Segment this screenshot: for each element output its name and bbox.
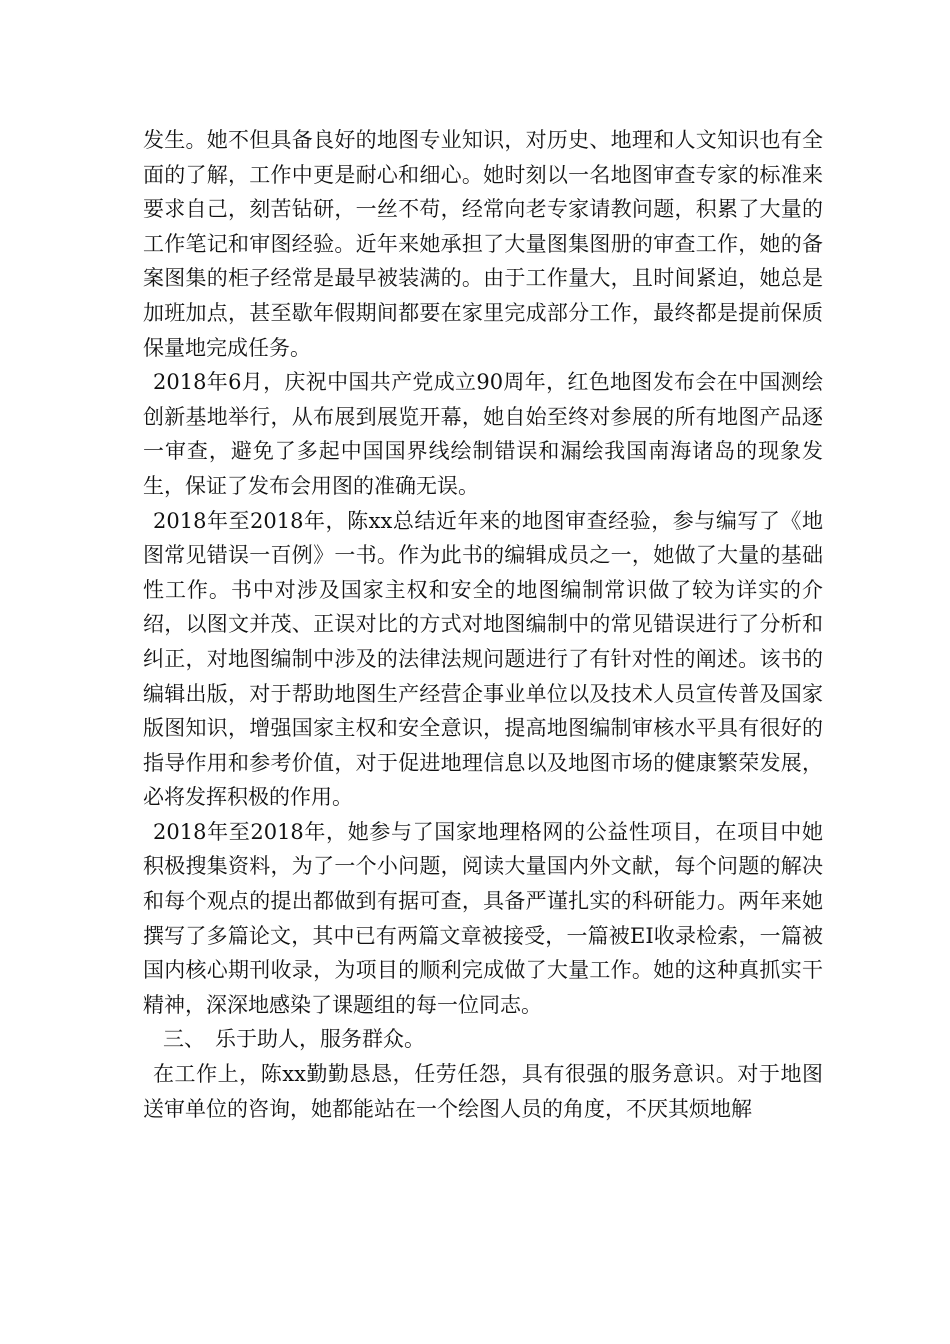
paragraph-continued: 发生。她不但具备良好的地图专业知识，对历史、地理和人文知识也有全面的了解，工作中更是耐心和细心。她时刻以一名地图审查专家的标准来要求自己，刻苦钻研，一丝不苟，经常向老专家请教问题，积累了大量的工作笔记和审图经验。近年来她承担了大量图集图册的审查工作，她的备案图集的柜子经常是最早被装满的。由于工作量大，且时间紧迫，她总是加班加点，甚至歇年假期间都要在家里完成部分工作，最终都是提前保质保量地完成任务。 xyxy=(143,128,823,360)
paragraph-service-awareness: 在工作上，陈xx勤勤恳恳，任劳任怨，具有很强的服务意识。对于地图送审单位的咨询，她都能站在一个绘图人员的角度，不厌其烦地解 xyxy=(143,1062,823,1121)
paragraph-map-errors-book: 2018年至2018年，陈xx总结近年来的地图审查经验，参与编写了《地图常见错误一百例》一书。作为此书的编辑成员之一，她做了大量的基础性工作。书中对涉及国家主权和安全的地图编制常识做了较为详实的介绍，以图文并茂、正误对比的方式对地图编制中的常见错误进行了分析和纠正，对地图编制中涉及的法律法规问题进行了有针对性的阐述。该书的编辑出版，对于帮助地图生产经营企事业单位以及技术人员宣传普及国家版图知识，增强国家主权和安全意识，提高地图编制审核水平具有很好的指导作用和参考价值，对于促进地理信息以及地图市场的健康繁荣发展，必将发挥积极的作用。 xyxy=(143,508,823,810)
paragraph-geographic-grid-project: 2018年至2018年，她参与了国家地理格网的公益性项目，在项目中她积极搜集资料，为了一个小问题，阅读大量国内外文献，每个问题的解决和每个观点的提出都做到有据可查，具备严谨扎实的科研能力。两年来她撰写了多篇论文，其中已有两篇文章被接受，一篇被EI收录检索，一篇被国内核心期刊收录，为项目的顺利完成做了大量工作。她的这种真抓实干精神，深深地感染了课题组的每一位同志。 xyxy=(143,819,823,1017)
document-body xyxy=(143,123,823,1126)
section-number: 三、 xyxy=(163,1027,205,1052)
paragraph-red-map-exhibition: 2018年6月，庆祝中国共产党成立90周年，红色地图发布会在中国测绘创新基地举行，从布展到展览开幕，她自始至终对参展的所有地图产品逐一审查，避免了多起中国国界线绘制错误和漏绘我国南海诸岛的现象发生，保证了发布会用图的准确无误。 xyxy=(143,370,823,498)
section-title: 乐于助人，服务群众。 xyxy=(215,1027,425,1052)
section-heading xyxy=(143,1022,823,1057)
